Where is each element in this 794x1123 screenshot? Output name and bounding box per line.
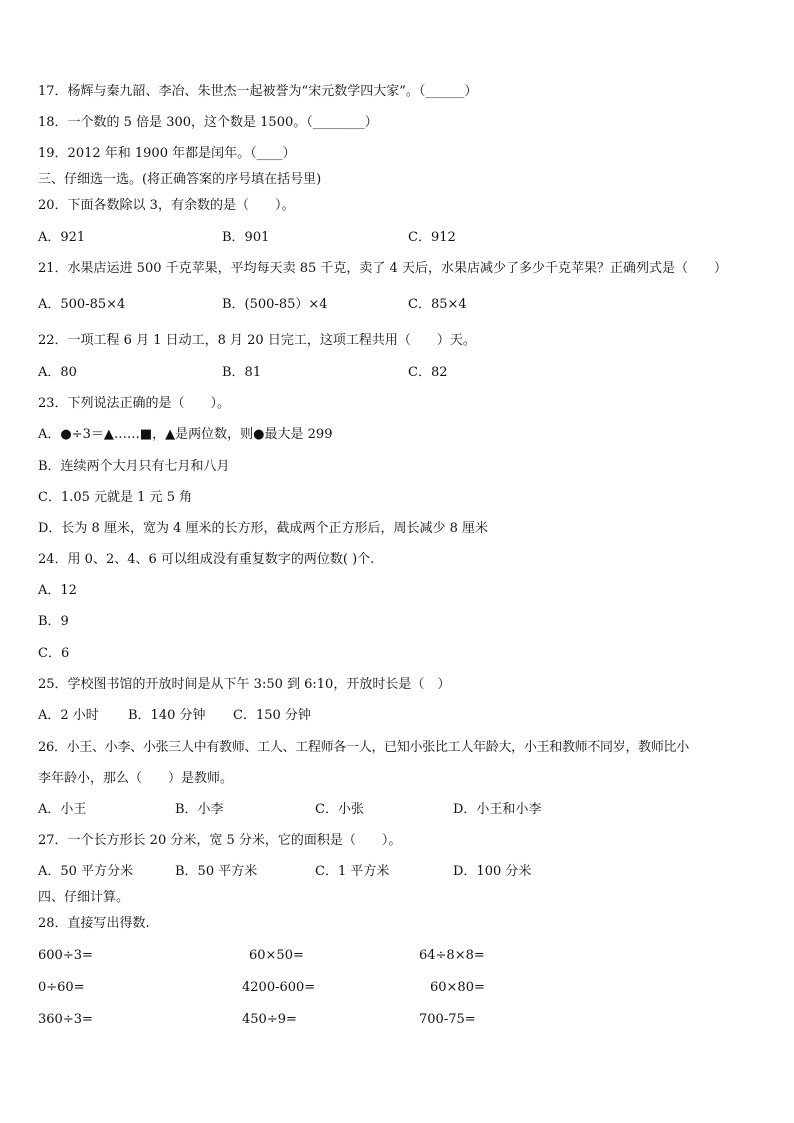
question-18: 18．一个数的 5 倍是 300，这个数是 1500。（________） — [38, 115, 378, 130]
calc-item: 360÷3= — [38, 1012, 93, 1027]
question-27-option-c: C．1 平方米 — [315, 864, 390, 879]
question-20-option-c: C．912 — [408, 230, 456, 245]
question-26-option-b: B．小李 — [175, 802, 224, 817]
question-25-option-b: B．140 分钟 — [128, 708, 206, 723]
calc-item: 60×50= — [249, 948, 304, 963]
question-21: 21．水果店运进 500 千克苹果，平均每天卖 85 千克，卖了 4 天后，水果店减少了多少千克苹果？正确列式是（ ） — [38, 261, 727, 276]
question-23-option-a: A．●÷3＝▲……■，▲是两位数，则●最大是 299 — [38, 427, 333, 442]
question-25-option-c: C．150 分钟 — [233, 708, 311, 723]
calc-item: 450÷9= — [242, 1012, 297, 1027]
question-22-option-a: A．80 — [38, 365, 77, 380]
question-28: 28．直接写出得数. — [38, 916, 150, 931]
question-20: 20．下面各数除以 3，有余数的是（ ）。 — [38, 198, 295, 213]
question-24-option-c: C．6 — [38, 646, 70, 661]
question-27-option-d: D．100 分米 — [453, 864, 532, 879]
question-22: 22．一项工程 6 月 1 日动工，8 月 20 日完工，这项工程共用（ ）天。 — [38, 333, 476, 348]
calc-item: 4200-600= — [242, 980, 316, 995]
question-24-option-a: A．12 — [38, 583, 77, 598]
question-19: 19．2012 年和 1900 年都是闰年。（____） — [38, 146, 296, 161]
question-20-option-b: B．901 — [222, 230, 270, 245]
question-27-option-a: A．50 平方分米 — [38, 864, 134, 879]
calc-item: 0÷60= — [38, 980, 85, 995]
question-22-option-c: C．82 — [408, 365, 448, 380]
question-27-option-b: B．50 平方米 — [175, 864, 258, 879]
question-23-option-d: D．长为 8 厘米，宽为 4 厘米的长方形，截成两个正方形后，周长减少 8 厘米 — [38, 521, 489, 536]
question-23-option-c: C．1.05 元就是 1 元 5 角 — [38, 490, 193, 505]
calc-item: 700-75= — [419, 1012, 476, 1027]
question-26-line-1: 26．小王、小李、小张三人中有教师、工人、工程师各一人，已知小张比工人年龄大，小王和教师不同岁，教师比小 — [38, 740, 689, 755]
question-26-option-a: A．小王 — [38, 802, 87, 817]
calc-item: 600÷3= — [38, 948, 93, 963]
calc-item: 60×80= — [430, 980, 485, 995]
question-17: 17．杨辉与秦九韶、李冶、朱世杰一起被誉为“宋元数学四大家”。（______） — [38, 84, 478, 99]
question-27: 27．一个长方形长 20 分米，宽 5 分米，它的面积是（ ）。 — [38, 833, 402, 848]
question-26-option-c: C．小张 — [315, 802, 364, 817]
question-24: 24．用 0、2、4、6 可以组成没有重复数字的两位数( )个. — [38, 552, 375, 567]
question-26-option-d: D．小王和小李 — [453, 802, 542, 817]
question-23: 23．下列说法正确的是（ ）。 — [38, 396, 231, 411]
calc-item: 64÷8×8= — [419, 948, 485, 963]
question-22-option-b: B．81 — [222, 365, 262, 380]
question-21-option-a: A．500-85×4 — [38, 297, 126, 312]
question-21-option-b: B．(500-85）×4 — [222, 297, 328, 312]
section-3-heading: 三、仔细选一选。(将正确答案的序号填在括号里) — [38, 172, 322, 187]
question-24-option-b: B．9 — [38, 614, 69, 629]
question-26-line-2: 李年龄小，那么（ ）是教师。 — [38, 771, 234, 786]
question-25: 25．学校图书馆的开放时间是从下午 3:50 到 6:10，开放时长是（ ） — [38, 677, 451, 692]
section-4-heading: 四、仔细计算。 — [38, 890, 130, 905]
question-23-option-b: B．连续两个大月只有七月和八月 — [38, 459, 230, 474]
question-20-option-a: A．921 — [38, 230, 86, 245]
question-21-option-c: C．85×4 — [408, 297, 467, 312]
question-25-option-a: A．2 小时 — [38, 708, 99, 723]
